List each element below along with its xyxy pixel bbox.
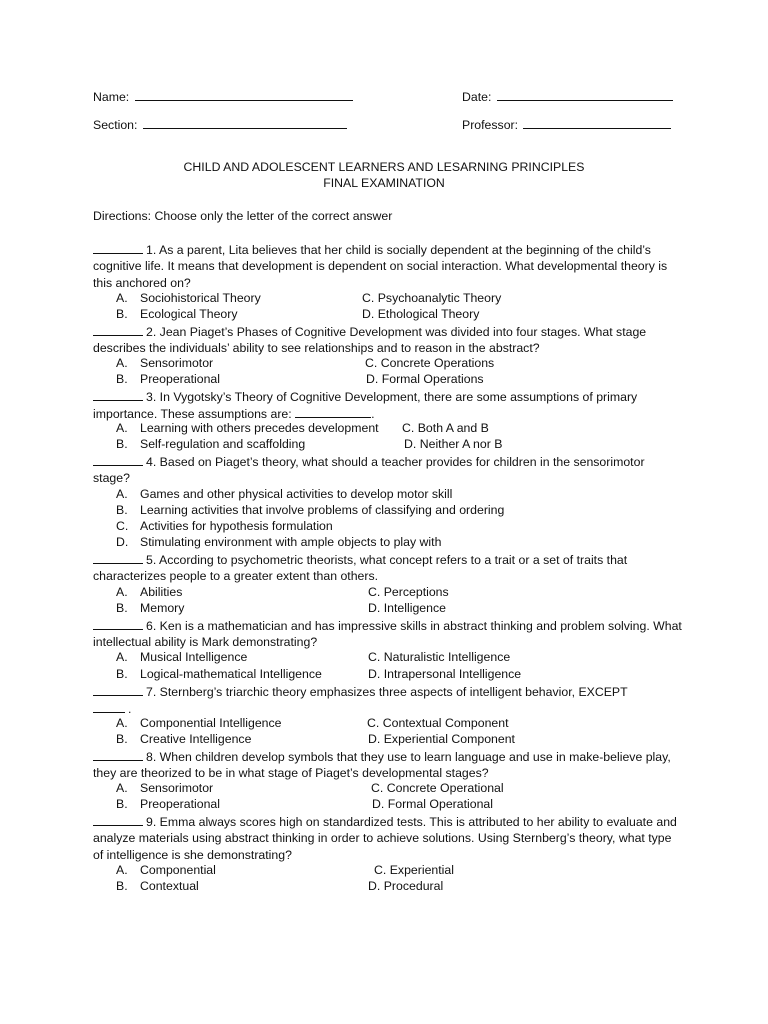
- q1-option-b: B. Ecological Theory: [116, 307, 238, 321]
- q4-option-d: D. Stimulating environment with ample objects to play with: [116, 535, 442, 549]
- question-7: 7. Sternberg’s triarchic theory emphasizes three aspects of intelligent behavior, EXCEPT .: [93, 683, 683, 718]
- q7-option-b: B. Creative Intelligence: [116, 732, 252, 746]
- exam-subtitle: FINAL EXAMINATION: [323, 176, 445, 190]
- answer-blank-9[interactable]: [93, 813, 143, 826]
- q9-option-c: C. Experiential: [374, 863, 454, 877]
- q4-option-b: B. Learning activities that involve problems of classifying and ordering: [116, 503, 505, 517]
- question-3-text: 3. In Vygotsky’s Theory of Cognitive Development, there are some assumptions of primary importance. These assumptions are:: [93, 390, 638, 422]
- section-label: Section:: [93, 118, 138, 132]
- question-5-text: 5. According to psychometric theorists, what concept refers to a trait or a set of traits that characterizes people to a greater extent than others.: [93, 553, 628, 584]
- answer-blank-2[interactable]: [93, 323, 143, 336]
- answer-blank-3[interactable]: [93, 388, 143, 401]
- section-input-line[interactable]: [143, 116, 347, 129]
- question-2: [93, 323, 683, 357]
- q3-option-b: B. Self-regulation and scaffolding: [116, 437, 306, 451]
- date-label: Date:: [462, 90, 492, 104]
- q9-option-a: A. Componential: [116, 863, 216, 877]
- q2-option-c: C. Concrete Operations: [365, 356, 495, 370]
- question-6: [93, 617, 683, 651]
- answer-blank-4[interactable]: [93, 453, 143, 466]
- answer-blank-7[interactable]: [93, 683, 143, 696]
- question-6-text: 6. Ken is a mathematician and has impressive skills in abstract thinking and problem solving. What intellectual ability is Mark demonstrating?: [93, 619, 682, 650]
- q9-option-d: D. Procedural: [368, 879, 444, 893]
- q6-option-a: A. Musical Intelligence: [116, 650, 248, 664]
- answer-blank-8[interactable]: [93, 748, 143, 761]
- q3-option-d: D. Neither A nor B: [404, 437, 503, 451]
- exam-title: CHILD AND ADOLESCENT LEARNERS AND LESARNING PRINCIPLES: [183, 160, 585, 174]
- q2-option-d: D. Formal Operations: [366, 372, 484, 386]
- q8-option-a: A. Sensorimotor: [116, 781, 214, 795]
- question-9-text: 9. Emma always scores high on standardized tests. This is attributed to her ability to evaluate and analyze materials using abstract thinking in order to achieve solutions. Using Sternberg’s theory, what type of intelligence is she demonstrating?: [93, 815, 677, 862]
- q7-option-d: D. Experiential Component: [368, 732, 515, 746]
- professor-field[interactable]: [462, 116, 671, 132]
- q1-option-a: A. Sociohistorical Theory: [116, 291, 261, 305]
- name-field[interactable]: [93, 88, 353, 104]
- q4-option-c: C. Activities for hypothesis formulation: [116, 519, 333, 533]
- question-3: 3. In Vygotsky’s Theory of Cognitive Development, there are some assumptions of primary importance. These assumptions are: .: [93, 390, 638, 422]
- professor-input-line[interactable]: [523, 116, 671, 129]
- q2-option-a: A. Sensorimotor: [116, 356, 214, 370]
- q5-option-c: C. Perceptions: [368, 585, 449, 599]
- fill-in-blank-7[interactable]: [93, 700, 125, 713]
- answer-blank-6[interactable]: [93, 617, 143, 630]
- question-4: [93, 453, 683, 487]
- q9-option-b: B. Contextual: [116, 879, 199, 893]
- q4-option-a: A. Games and other physical activities to develop motor skill: [116, 487, 453, 501]
- q6-option-c: C. Naturalistic Intelligence: [368, 650, 511, 664]
- question-8: [93, 748, 683, 782]
- q5-option-b: B. Memory: [116, 601, 185, 615]
- q5-option-a: A. Abilities: [116, 585, 183, 599]
- q6-option-b: B. Logical-mathematical Intelligence: [116, 667, 322, 681]
- q6-option-d: D. Intrapersonal Intelligence: [368, 667, 522, 681]
- question-7-text: 7. Sternberg’s triarchic theory emphasizes three aspects of intelligent behavior, EXCEPT: [146, 685, 628, 699]
- q3-option-a: A. Learning with others precedes development: [116, 421, 379, 435]
- name-input-line[interactable]: [135, 88, 353, 101]
- q1-option-c: C. Psychoanalytic Theory: [362, 291, 502, 305]
- date-input-line[interactable]: [497, 88, 673, 101]
- q1-option-d: D. Ethological Theory: [362, 307, 480, 321]
- q5-option-d: D. Intelligence: [368, 601, 446, 615]
- directions: Directions: Choose only the letter of the correct answer: [93, 209, 393, 223]
- date-field[interactable]: [462, 88, 673, 104]
- q7-option-c: C. Contextual Component: [367, 716, 509, 730]
- q2-option-b: B. Preoperational: [116, 372, 220, 386]
- question-1-text: 1. As a parent, Lita believes that her child is socially dependent at the beginning of the child’s cognitive life. It means that development is dependent on social interaction. What developmental theory is this anchored on?: [93, 243, 668, 290]
- q8-option-b: B. Preoperational: [116, 797, 220, 811]
- question-1: [93, 241, 683, 291]
- fill-in-blank-3[interactable]: [295, 405, 371, 418]
- answer-blank-5[interactable]: [93, 551, 143, 564]
- q7-option-a: A. Componential Intelligence: [116, 716, 282, 730]
- answer-blank-1[interactable]: [93, 241, 143, 254]
- question-5: [93, 551, 683, 585]
- section-field[interactable]: [93, 116, 347, 132]
- q3-option-c: C. Both A and B: [402, 421, 489, 435]
- professor-label: Professor:: [462, 118, 519, 132]
- question-4-text: 4. Based on Piaget’s theory, what should a teacher provides for children in the sensorimotor stage?: [93, 455, 645, 486]
- question-9: [93, 813, 683, 863]
- name-label: Name:: [93, 90, 130, 104]
- q8-option-d: D. Formal Operational: [372, 797, 493, 811]
- question-8-text: 8. When children develop symbols that they use to learn language and use in make-believe play, they are theorized to be in what stage of Piaget’s developmental stages?: [93, 750, 671, 781]
- q8-option-c: C. Concrete Operational: [371, 781, 504, 795]
- question-2-text: 2. Jean Piaget’s Phases of Cognitive Development was divided into four stages. What stage describes the individuals’ ability to see relationships and to reason in the abstract?: [93, 325, 647, 356]
